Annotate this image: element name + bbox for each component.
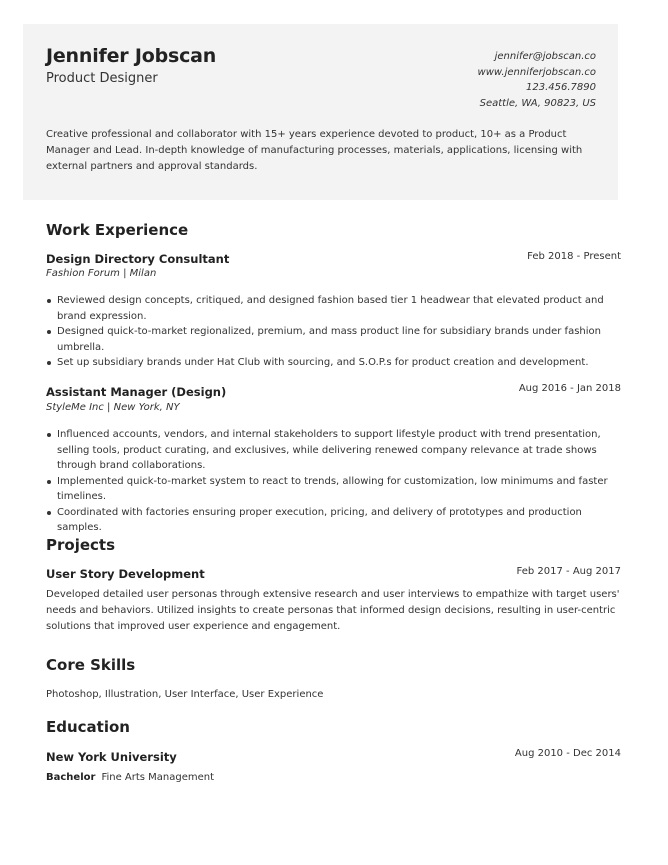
- contact-email[interactable]: jennifer@jobscan.co: [494, 51, 596, 62]
- job-dates: Aug 2016 - Jan 2018: [518, 383, 621, 394]
- bullet-item: Coordinated with factories ensuring proper execution, pricing, and delivery of prototypes and production samples.: [46, 505, 626, 536]
- project-description: Developed detailed user personas through extensive research and user interviews to empathize with target users' needs and behaviors. Utilized insights to create personas that informed design decisions, resulting in user-centric solutions that improved user experience and engagement.: [46, 589, 620, 632]
- degree-line: [46, 772, 214, 783]
- section-title-projects: Projects: [46, 536, 116, 554]
- education-dates: Aug 2010 - Dec 2014: [514, 748, 621, 759]
- job-bullets: [46, 293, 626, 371]
- bullet-item: Designed quick-to-market regionalized, premium, and mass product line for subsidiary brands under fashion umbrella.: [46, 324, 626, 355]
- school-name: New York University: [46, 750, 177, 764]
- resume-header: [23, 24, 618, 200]
- contact-location: Seattle, WA, 90823, US: [479, 97, 596, 109]
- project-title: User Story Development: [46, 567, 205, 581]
- skills-list: Photoshop, Illustration, User Interface, User Experience: [46, 689, 324, 700]
- bullet-item: Influenced accounts, vendors, and internal stakeholders to support lifestyle product with trend presentation, selling tools, product curating, and exclusives, while delivering renewed company relevance at trade shows through brand collaborations.: [46, 427, 626, 474]
- bullet-item: Implemented quick-to-market system to react to trends, allowing for customization, low minimums and faster timelines.: [46, 474, 626, 505]
- job-company: Fashion Forum | Milan: [46, 268, 157, 279]
- contact-info: [478, 49, 596, 111]
- section-title-skills: Core Skills: [46, 656, 136, 674]
- section-title-education: Education: [46, 718, 130, 736]
- candidate-role: Product Designer: [46, 71, 158, 86]
- job-dates: Feb 2018 - Present: [527, 251, 621, 262]
- degree-field: Fine Arts Management: [101, 772, 215, 783]
- contact-website[interactable]: www.jenniferjobscan.co: [477, 66, 596, 78]
- job-company: StyleMe Inc | New York, NY: [46, 402, 180, 413]
- job-title: Assistant Manager (Design): [46, 385, 227, 399]
- bullet-item: Set up subsidiary brands under Hat Club with sourcing, and S.O.P.s for product creation and development.: [46, 355, 626, 371]
- degree-type: Bachelor: [46, 772, 96, 783]
- profile-summary: Creative professional and collaborator with 15+ years experience devoted to product, 10+ as a Product Manager and Lead. In-depth knowledge of manufacturing processes, materials, applications, licensing with external partners and approval standards.: [46, 129, 583, 172]
- job-bullets: [46, 427, 626, 536]
- contact-phone: 123.456.7890: [526, 82, 596, 93]
- project-dates: Feb 2017 - Aug 2017: [516, 566, 621, 577]
- section-title-work: Work Experience: [46, 221, 189, 239]
- job-title: Design Directory Consultant: [46, 252, 230, 266]
- bullet-item: Reviewed design concepts, critiqued, and designed fashion based tier 1 headwear that elevated product and brand expression.: [46, 293, 626, 324]
- candidate-name: Jennifer Jobscan: [46, 45, 217, 67]
